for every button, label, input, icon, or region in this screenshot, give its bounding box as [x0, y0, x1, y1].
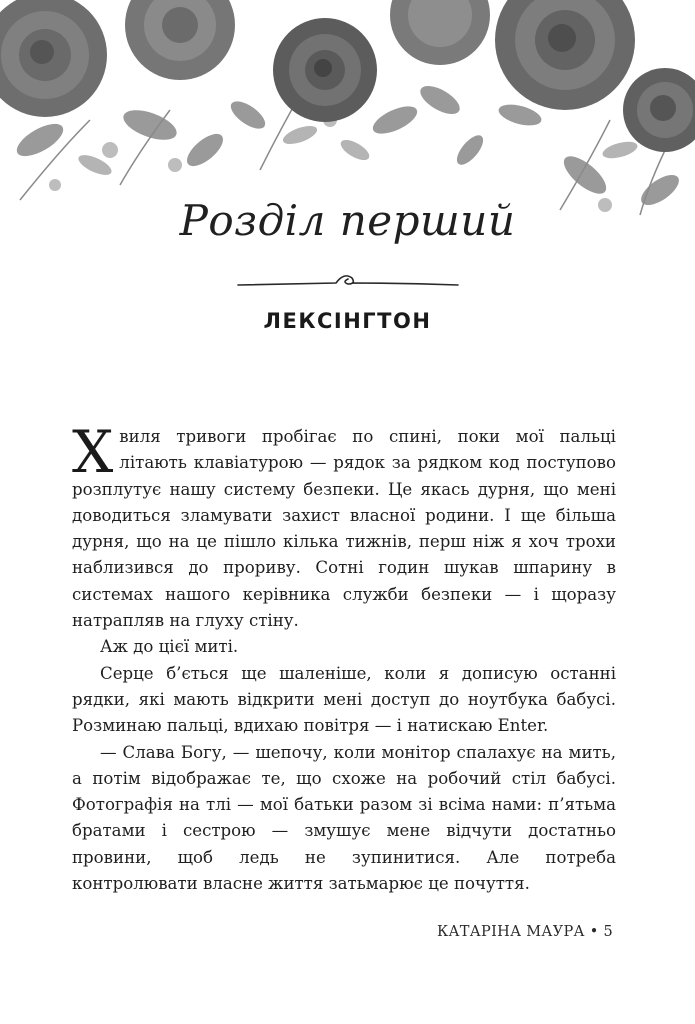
- running-footer: КАТАРІНА МАУРА • 5: [436, 924, 613, 940]
- flourish-divider-icon: [236, 266, 460, 296]
- drop-cap: Х: [72, 418, 114, 486]
- paragraph: Аж до цієї миті.: [100, 637, 239, 657]
- paragraph: [72, 418, 616, 634]
- chapter-body: [72, 418, 616, 897]
- paragraph-text: виля тривоги пробігає по спині, поки мої пальці літають клавіатурою — рядок за рядком код поступово розплутує нашу систему безпеки. Це якась дурня, що мені доводиться зламувати захист власної родини. І ще більша дурня, що на це пішло кілька тижнів, перш ніж я хоч трохи наблизився до прориву. Сотні годин шукав шпарину в системах нашого керівника служби безпеки — і щоразу натрапляв на глуху стіну.: [72, 427, 616, 631]
- rose-garland-icon: [0, 0, 695, 225]
- paragraph: Серце б’ється ще шаленіше, коли я дописую останні рядки, які мають відкрити мені доступ до ноутбука бабусі. Розминаю пальці, вдихаю повітря — і натискаю Enter.: [72, 663, 616, 736]
- chapter-title: Розділ перший: [179, 196, 516, 245]
- paragraph: — Слава Богу, — шепочу, коли монітор спалахує на мить, а потім відображає те, що схоже на робочий стіл бабусі. Фотографія на тлі — мої батьки разом зі всіма нами: п’ятьма братами і сестрою — змушує мене відчути достатньо провини, щоб ледь не зупинитися. Але потреба контролювати власне життя затьмарює це почуття.: [72, 742, 616, 894]
- chapter-subtitle: ЛЕКСІНГТОН: [263, 309, 432, 333]
